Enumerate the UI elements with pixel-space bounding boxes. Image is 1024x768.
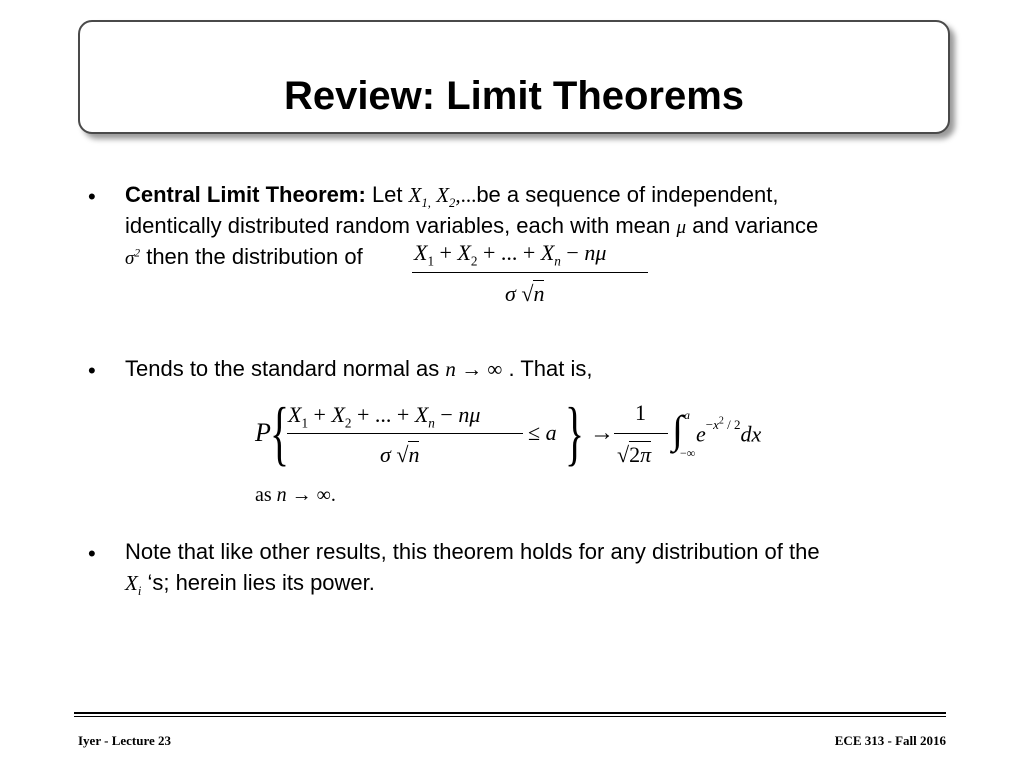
distribution-text: then the distribution of: [146, 244, 363, 269]
as-limit: as n → ∞.: [255, 484, 336, 506]
bullet-3-line-1: Note that like other results, this theorem holds for any distribution of the: [125, 539, 820, 564]
integral-lower: −∞: [680, 446, 696, 460]
let-text: Let: [371, 182, 403, 207]
slide-title: Review: Limit Theorems: [283, 74, 745, 118]
limit-condition: n: [445, 357, 456, 381]
arrow: →: [590, 420, 614, 446]
mean-text: identically distributed random variables, each with mean: [125, 213, 671, 238]
bullet-2-line: Tends to the standard normal as n → ∞ . That is,: [125, 356, 593, 381]
variance-text: and variance: [692, 213, 819, 238]
clt-fraction-denominator: σ √n: [505, 281, 545, 306]
main-denominator: σ √n: [380, 442, 420, 467]
bullet-1-line-2: [125, 213, 818, 239]
one-over-numerator: 1: [635, 400, 646, 425]
xi-var: $X_i$: [125, 571, 142, 599]
sigma-squared: $\sigma^2$: [125, 247, 141, 269]
integral-upper: a: [684, 408, 690, 422]
title-box: [78, 20, 950, 134]
right-brace: }: [565, 393, 585, 473]
clt-fraction-bar: [412, 272, 648, 273]
clt-fraction-numerator: $X_1 + X_2$ + ... + $X_n - n\mu$: [414, 240, 607, 269]
bullet-3-line-2: [125, 570, 375, 599]
sequence-vars: $X_{1,}$ $X_2$,: [408, 183, 461, 211]
main-fraction-bar: [287, 433, 523, 434]
power-text: ‘s; herein lies its power.: [147, 570, 375, 595]
one-over-bar: [614, 433, 668, 434]
bullet-1-line-3: [125, 244, 363, 270]
bullet-3-symbol: •: [88, 541, 96, 566]
integral-sign: ∫: [672, 407, 683, 452]
probability-P: P: [255, 418, 271, 447]
clt-heading: Central Limit Theorem:: [125, 182, 366, 207]
left-brace: {: [270, 393, 290, 473]
integrand: $e^{-x^2 / 2}dx$: [696, 416, 762, 447]
that-is-text: . That is,: [508, 356, 593, 381]
footer-left: Iyer - Lecture 23: [78, 733, 172, 748]
leq-a: ≤ a: [528, 420, 557, 445]
main-numerator: $X_1 + X_2$ + ... + $X_n - n\mu$: [288, 402, 481, 431]
mu-symbol: μ: [676, 217, 687, 238]
footer-rule-top: [74, 712, 946, 714]
tends-text: Tends to the standard normal as: [125, 356, 440, 381]
bullet-1-symbol: •: [88, 184, 96, 209]
bullet-2-symbol: •: [88, 358, 96, 383]
bullet-1-line-1: Central Limit Theorem: Let $X_{1,}$ $X_2,...be$ a sequence of independent,: [125, 182, 779, 211]
footer-rule-bottom: [74, 716, 946, 717]
sqrt-2pi: √2π: [617, 442, 652, 467]
footer-right: ECE 313 - Fall 2016: [834, 733, 946, 748]
sequence-desc: be a sequence of independent,: [476, 182, 779, 207]
